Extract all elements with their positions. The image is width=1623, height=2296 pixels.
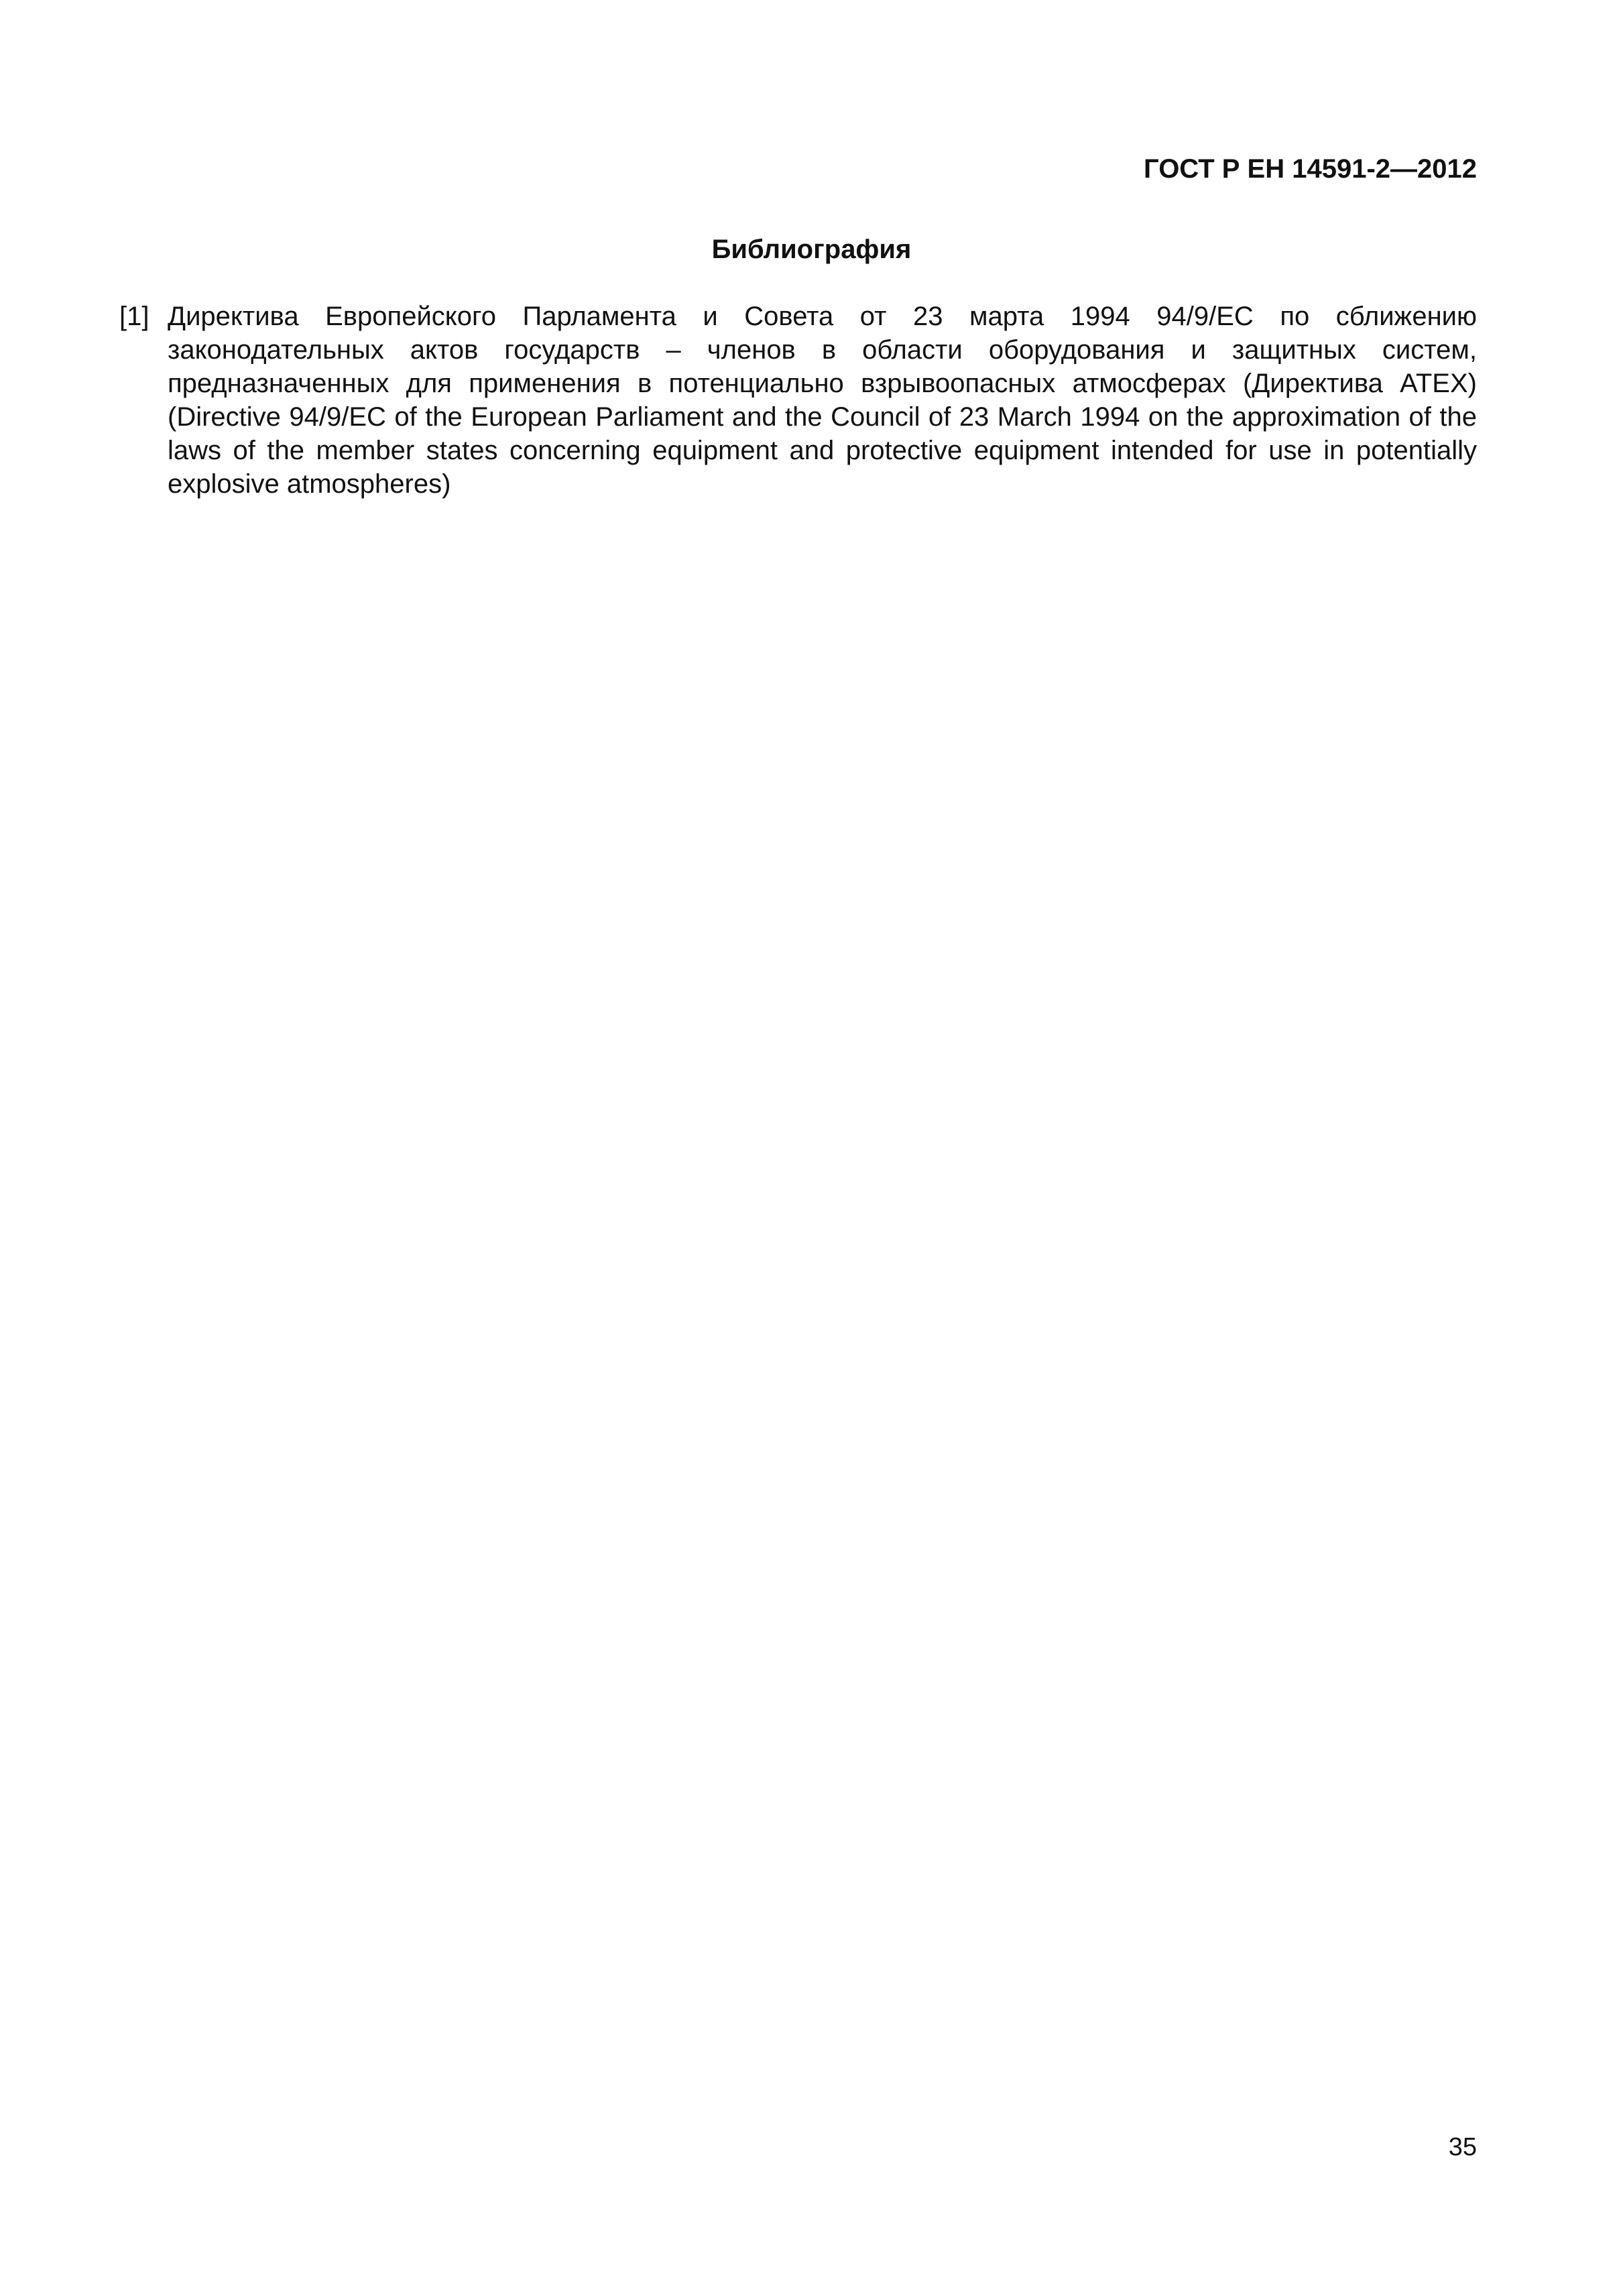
reference-number: [1] [119,302,149,331]
document-code: ГОСТ Р ЕН 14591-2—2012 [1144,154,1477,184]
bibliography-item [119,300,1477,501]
page-number: 35 [1448,2133,1477,2161]
bibliography-list [119,300,1477,501]
reference-text: Директива Европейского Парламента и Совета от 23 марта 1994 94/9/ЕС по сближению законодательных актов государств – членов в области оборудования и защитных систем, предназначенных для применения в потенциально взрывоопасных атмосферах (Директива ATEX) (Directive 94/9/EC of the European Parliament and the Council of 23 March 1994 on the approximation of the laws of the member states concerning equipment and protective equipment intended for use in potentially explosive atmospheres) [168,302,1477,499]
section-title: Библиография [711,235,912,264]
